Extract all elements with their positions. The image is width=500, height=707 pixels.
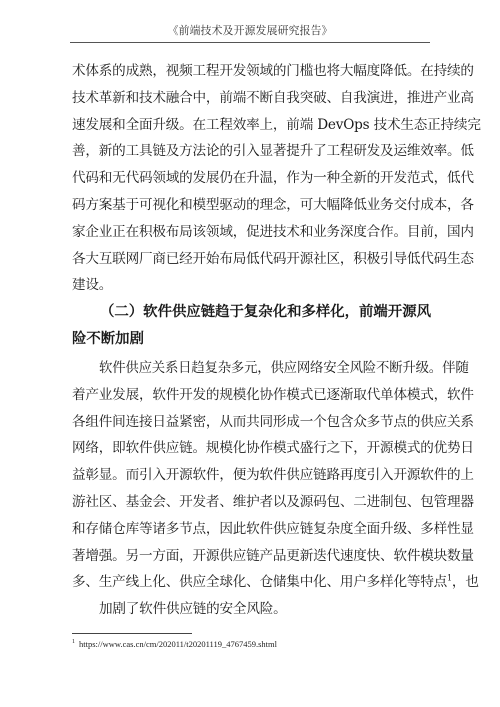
paragraph-text: 伴随 [441, 360, 469, 376]
paragraph-text: 多、生产线上化、供应全球化、仓储集中化、用户多样化等特点 [72, 574, 448, 591]
paragraph-lead-sentence: 软件供应关系日趋复杂多元，供应网络安全风险不断升级。 [99, 361, 442, 376]
paragraph-line: 各大互联网厂商已经开始布局低代码开源社区，积极引导低代码生态 [72, 250, 474, 267]
paragraph-text: ，也 [451, 574, 479, 591]
section-heading [72, 299, 431, 352]
footnote-url[interactable]: https://www.cas.cn/cm/202011/t20201119_4767459.shtml [79, 639, 278, 649]
paragraph-1 [72, 58, 481, 299]
page-header: 《前端技术及开源发展研究报告》 [70, 22, 430, 43]
paragraph-line [72, 569, 479, 596]
paragraph-line [72, 355, 469, 382]
paragraph-line: 游社区、基金会、开发者、维护者以及源码包、二进制包、包管理器 [72, 493, 474, 510]
paragraph-line: 家企业正在积极布局该领域，促进技术和业务深度合作。目前，国内 [72, 223, 474, 240]
paragraph-line: 益彰显。而引入开源软件，便为软件供应链路再度引入开源软件的上 [72, 467, 474, 484]
footnote-mark: 1 [72, 639, 75, 646]
paragraph-line: 建设。 [72, 277, 113, 294]
paragraph-line: 各组件间连接日益紧密，从而共同形成一个包含众多节点的供应关系 [72, 413, 474, 430]
section-heading-line-1: （二）软件供应链趋于复杂化和多样化，前端开源风 [100, 303, 431, 320]
paragraph-line: 和存储仓库等诸多节点，因此软件供应链复杂度全面升级、多样性显 [72, 520, 474, 537]
paragraph-line: 代码和无代码领域的发展仍在升温，作为一种全新的开发范式，低代 [72, 170, 474, 187]
footnote [72, 639, 277, 649]
paragraph-2 [72, 355, 479, 623]
paragraph-line: 码方案基于可视化和模型驱动的理念，可大幅降低业务交付成本，各 [72, 196, 474, 213]
paragraph-line: 网络，即软件供应链。规模化协作模式盛行之下，开源模式的优势日 [72, 440, 474, 457]
paragraph-line: 著增强。另一方面，开源供应链产品更新迭代速度快、软件模块数量 [72, 547, 474, 564]
section-heading-line-2: 险不断加剧 [72, 329, 144, 347]
footnote-reference[interactable]: 1 [447, 573, 452, 583]
paragraph-line: 速发展和全面升级。在工程效率上，前端 DevOps 技术生态正持续完 [72, 116, 481, 133]
paragraph-line: 善，新的工具链及方法论的引入显著提升了工程研发及运维效率。低 [72, 143, 474, 160]
paragraph-line: 技术革新和技术融合中，前端不断自我突破、自我演进，推进产业高 [72, 89, 474, 106]
footnote-divider [72, 633, 192, 634]
paragraph-line: 加剧了软件供应链的安全风险。 [99, 601, 287, 618]
paragraph-line: 着产业发展，软件开发的规模化协作模式已逐渐取代单体模式，软件 [72, 386, 474, 403]
paragraph-line: 术体系的成熟，视频工程开发领域的门槛也将大幅度降低。在持续的 [72, 63, 474, 79]
